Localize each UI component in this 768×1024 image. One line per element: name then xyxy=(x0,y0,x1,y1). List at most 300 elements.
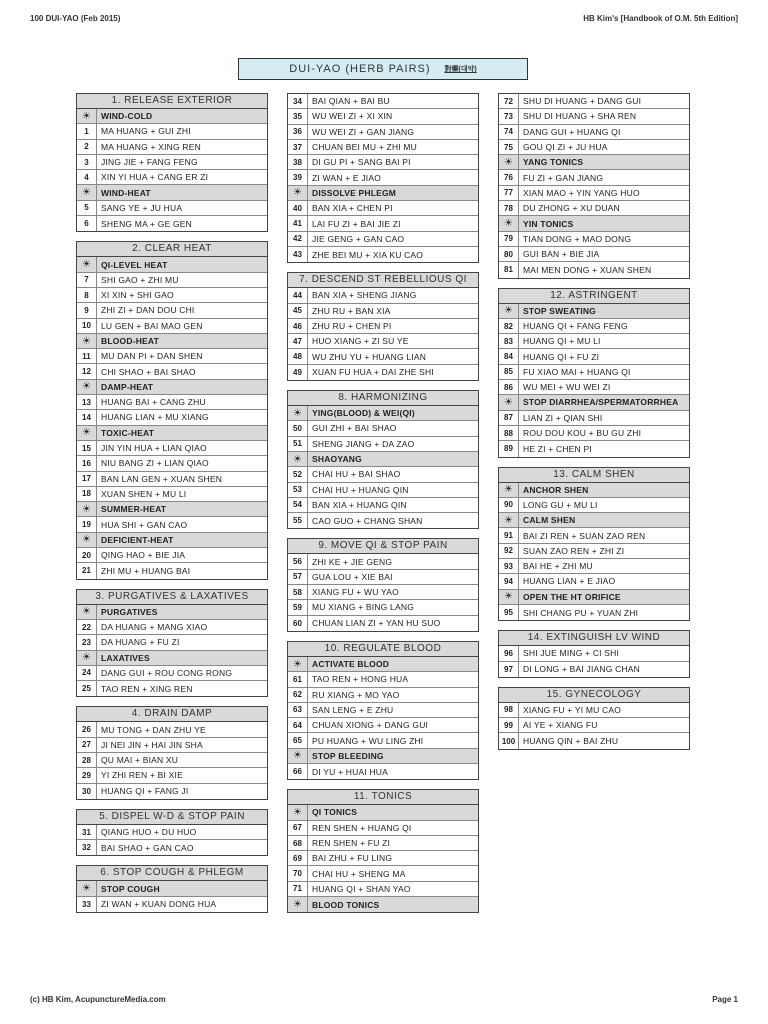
herb-pair-row xyxy=(77,722,267,737)
herb-pair-text: DU ZHONG + XU DUAN xyxy=(523,203,620,214)
herb-pair-text: HUANG QI + FU ZI xyxy=(523,351,600,362)
section-title: 4. DRAIN DAMP xyxy=(77,707,267,722)
herb-pair-text: HUANG QI + MU LI xyxy=(523,336,601,347)
herb-pair-text: MU DAN PI + DAN SHEN xyxy=(101,351,203,362)
pair-number: 93 xyxy=(499,559,519,573)
sun-icon: ☀ xyxy=(77,502,97,516)
herb-pair-text: CHUAN LIAN ZI + YAN HU SUO xyxy=(312,618,441,629)
pair-number: 87 xyxy=(499,411,519,425)
section xyxy=(76,809,268,857)
herb-pair-text: ZHE BEI MU + XIA KU CAO xyxy=(312,249,424,260)
pair-number: 80 xyxy=(499,247,519,261)
pair-number: 34 xyxy=(288,94,308,108)
herb-pair-row xyxy=(77,201,267,216)
herb-pair-text: DI GU PI + SANG BAI PI xyxy=(312,157,411,168)
herb-pair-text: ROU DOU KOU + BU GU ZHI xyxy=(523,428,642,439)
herb-pair-text: TIAN DONG + MAO DONG xyxy=(523,233,632,244)
herb-pair-text: CHI SHAO + BAI SHAO xyxy=(101,366,196,377)
herb-pair-row xyxy=(499,646,689,661)
subcategory-label: DEFICIENT-HEAT xyxy=(101,534,174,545)
section-title: 15. GYNECOLOGY xyxy=(499,688,689,703)
subcategory-label: ANCHOR SHEN xyxy=(523,484,589,495)
sun-icon: ☀ xyxy=(288,657,308,671)
pair-number: 73 xyxy=(499,109,519,123)
section xyxy=(76,241,268,579)
pair-number: 29 xyxy=(77,768,97,782)
sun-icon: ☀ xyxy=(288,452,308,466)
sun-icon: ☀ xyxy=(499,155,519,169)
herb-pair-row xyxy=(77,410,267,425)
pair-number: 86 xyxy=(499,380,519,394)
pair-number: 20 xyxy=(77,548,97,562)
pair-number: 39 xyxy=(288,170,308,184)
herb-pair-text: HUANG LIAN + MU XIANG xyxy=(101,412,209,423)
herb-pair-text: SHENG MA + GE GEN xyxy=(101,218,193,229)
herb-pair-row xyxy=(77,216,267,231)
pair-number: 64 xyxy=(288,718,308,732)
pair-number: 19 xyxy=(77,517,97,531)
herb-pair-row xyxy=(499,201,689,216)
herb-pair-row xyxy=(499,247,689,262)
herb-pair-row xyxy=(77,784,267,799)
subcategory-label: QI TONICS xyxy=(312,807,358,818)
subcategory-label: DAMP-HEAT xyxy=(101,381,154,392)
pair-number: 58 xyxy=(288,585,308,599)
subcategory-row xyxy=(77,334,267,349)
herb-pair-text: HUANG QIN + BAI ZHU xyxy=(523,736,619,747)
pair-number: 96 xyxy=(499,646,519,660)
herb-pair-row xyxy=(288,882,478,897)
herb-pair-row xyxy=(499,349,689,364)
herb-pair-row xyxy=(288,365,478,380)
herb-pair-text: HUA SHI + GAN CAO xyxy=(101,519,188,530)
herb-pair-text: JIN YIN HUA + LIAN QIAO xyxy=(101,443,207,454)
pair-number: 82 xyxy=(499,319,519,333)
herb-pair-text: XIN YI HUA + CANG ER ZI xyxy=(101,172,209,183)
pair-number: 48 xyxy=(288,349,308,363)
pair-number: 8 xyxy=(77,288,97,302)
herb-pair-text: HUO XIANG + ZI SU YE xyxy=(312,336,409,347)
pair-number: 13 xyxy=(77,395,97,409)
herb-pair-row xyxy=(499,605,689,620)
herb-pair-text: QING HAO + BIE JIA xyxy=(101,550,186,561)
herb-pair-text: HUANG LIAN + E JIAO xyxy=(523,576,616,587)
herb-pair-text: TAO REN + XING REN xyxy=(101,683,193,694)
pair-number: 84 xyxy=(499,349,519,363)
herb-pair-text: WU WEI ZI + XI XIN xyxy=(312,111,393,122)
herb-pair-row xyxy=(288,764,478,779)
herb-pair-text: CHUAN BEI MU + ZHI MU xyxy=(312,142,418,153)
pair-number: 25 xyxy=(77,681,97,696)
herb-pair-row xyxy=(77,563,267,578)
herb-pair-row xyxy=(499,319,689,334)
pair-number: 51 xyxy=(288,437,308,451)
herb-pair-row xyxy=(77,753,267,768)
subcategory-label: OPEN THE HT ORIFICE xyxy=(523,591,621,602)
herb-pair-row xyxy=(288,718,478,733)
pair-number: 36 xyxy=(288,125,308,139)
pair-number: 16 xyxy=(77,456,97,470)
subcategory-label: LAXATIVES xyxy=(101,652,150,663)
pair-number: 44 xyxy=(288,288,308,302)
subcategory-row xyxy=(288,897,478,912)
pair-number: 70 xyxy=(288,866,308,880)
section-continued xyxy=(287,93,479,263)
pair-number: 90 xyxy=(499,498,519,512)
herb-pair-text: CHAI HU + HUANG QIN xyxy=(312,484,409,495)
pair-number: 59 xyxy=(288,600,308,614)
herb-pair-text: HUANG QI + FANG JI xyxy=(101,786,189,797)
pair-number: 3 xyxy=(77,155,97,169)
pair-number: 95 xyxy=(499,605,519,620)
subcategory-row xyxy=(499,513,689,528)
subcategory-row xyxy=(77,605,267,620)
herb-pair-text: XIAN MAO + YIN YANG HUO xyxy=(523,187,640,198)
herb-pair-row xyxy=(288,513,478,528)
herb-pair-row xyxy=(499,411,689,426)
herb-pair-row xyxy=(77,548,267,563)
subcategory-row xyxy=(288,805,478,820)
herb-pair-row xyxy=(77,825,267,840)
pair-number: 69 xyxy=(288,851,308,865)
herb-pair-row xyxy=(288,467,478,482)
herb-pair-text: FU XIAO MAI + HUANG QI xyxy=(523,366,631,377)
herb-pair-row xyxy=(499,718,689,733)
pair-number: 71 xyxy=(288,882,308,896)
herb-pair-text: MU XIANG + BING LANG xyxy=(312,602,415,613)
herb-pair-text: GOU QI ZI + JU HUA xyxy=(523,142,608,153)
herb-pair-row xyxy=(77,170,267,185)
herb-pair-text: SANG YE + JU HUA xyxy=(101,202,183,213)
pair-number: 89 xyxy=(499,441,519,456)
pair-number: 26 xyxy=(77,722,97,736)
subcategory-row xyxy=(288,657,478,672)
herb-pair-text: ZHU RU + BAN XIA xyxy=(312,305,391,316)
sun-icon: ☀ xyxy=(77,881,97,895)
subcategory-label: SHAOYANG xyxy=(312,454,362,465)
sun-icon: ☀ xyxy=(77,426,97,440)
herb-pair-text: SHI JUE MING + CI SHI xyxy=(523,648,620,659)
herb-pair-row xyxy=(288,349,478,364)
herb-pair-text: BAN XIA + CHEN PI xyxy=(312,203,393,214)
herb-pair-row xyxy=(288,688,478,703)
pair-number: 85 xyxy=(499,365,519,379)
pair-number: 46 xyxy=(288,319,308,333)
section xyxy=(498,288,690,458)
pair-number: 27 xyxy=(77,738,97,752)
subcategory-label: STOP COUGH xyxy=(101,883,160,894)
herb-pair-text: ZHI ZI + DAN DOU CHI xyxy=(101,305,195,316)
herb-pair-text: ZI WAN + KUAN DONG HUA xyxy=(101,899,217,910)
herb-pair-row xyxy=(499,662,689,677)
pair-number: 98 xyxy=(499,703,519,717)
herb-pair-text: RU XIANG + MO YAO xyxy=(312,689,400,700)
herb-pair-text: LAI FU ZI + BAI JIE ZI xyxy=(312,218,401,229)
herb-pair-row xyxy=(288,247,478,262)
subcategory-row xyxy=(77,185,267,200)
section-title: 8. HARMONIZING xyxy=(288,391,478,406)
subcategory-row xyxy=(77,257,267,272)
herb-pair-row xyxy=(499,334,689,349)
herb-pair-text: ZHI MU + HUANG BAI xyxy=(101,565,191,576)
pair-number: 21 xyxy=(77,563,97,578)
herb-pair-text: ZHI KE + JIE GENG xyxy=(312,556,393,567)
pair-number: 78 xyxy=(499,201,519,215)
herb-pair-row xyxy=(499,559,689,574)
sun-icon: ☀ xyxy=(77,334,97,348)
pair-number: 100 xyxy=(499,733,519,748)
section-title: 13. CALM SHEN xyxy=(499,468,689,483)
pair-number: 81 xyxy=(499,262,519,277)
herb-pair-text: JI NEI JIN + HAI JIN SHA xyxy=(101,739,203,750)
section xyxy=(287,641,479,780)
herb-pair-row xyxy=(288,304,478,319)
pair-number: 67 xyxy=(288,821,308,835)
herb-pair-row xyxy=(499,544,689,559)
pair-number: 52 xyxy=(288,467,308,481)
pair-number: 47 xyxy=(288,334,308,348)
herb-pair-text: GUI ZHI + BAI SHAO xyxy=(312,423,397,434)
herb-pair-text: TAO REN + HONG HUA xyxy=(312,674,409,685)
herb-pair-row xyxy=(288,733,478,748)
herb-pair-row xyxy=(499,703,689,718)
subcategory-label: CALM SHEN xyxy=(523,515,576,526)
column-1 xyxy=(76,93,268,922)
herb-pair-row xyxy=(288,232,478,247)
footer-page-number: Page 1 xyxy=(712,995,738,1004)
sun-icon: ☀ xyxy=(288,186,308,200)
pair-number: 61 xyxy=(288,672,308,686)
herb-pair-row xyxy=(499,426,689,441)
herb-pair-text: BAN LAN GEN + XUAN SHEN xyxy=(101,473,223,484)
herb-pair-row xyxy=(288,140,478,155)
pair-number: 32 xyxy=(77,840,97,855)
subcategory-label: BLOOD-HEAT xyxy=(101,336,160,346)
herb-pair-text: XUAN FU HUA + DAI ZHE SHI xyxy=(312,367,434,378)
herb-pair-text: WU WEI ZI + GAN JIANG xyxy=(312,126,415,137)
column-3 xyxy=(498,93,690,759)
herb-pair-row xyxy=(77,319,267,334)
pair-number: 7 xyxy=(77,273,97,287)
herb-pair-row xyxy=(288,94,478,109)
section-title: 11. TONICS xyxy=(288,790,478,805)
herb-pair-text: BAI ZI REN + SUAN ZAO REN xyxy=(523,530,646,541)
herb-pair-row xyxy=(77,456,267,471)
herb-pair-row xyxy=(499,380,689,395)
subcategory-row xyxy=(77,380,267,395)
pair-number: 50 xyxy=(288,421,308,435)
herb-pair-row xyxy=(77,395,267,410)
pair-number: 56 xyxy=(288,554,308,568)
subcategory-label: YIN TONICS xyxy=(523,218,574,229)
pair-number: 65 xyxy=(288,733,308,747)
section xyxy=(287,390,479,529)
herb-pair-text: DANG GUI + HUANG QI xyxy=(523,126,621,137)
herb-pair-text: QU MAI + BIAN XU xyxy=(101,755,179,766)
subcategory-label: YING(BLOOD) & WEI(QI) xyxy=(312,408,415,419)
section xyxy=(76,93,268,232)
subcategory-label: SUMMER-HEAT xyxy=(101,504,167,515)
column-2 xyxy=(287,93,479,922)
subcategory-row xyxy=(499,155,689,170)
subcategory-label: STOP SWEATING xyxy=(523,305,596,316)
pair-number: 10 xyxy=(77,319,97,333)
herb-pair-row xyxy=(288,703,478,718)
pair-number: 49 xyxy=(288,365,308,380)
pair-number: 38 xyxy=(288,155,308,169)
section-title: 1. RELEASE EXTERIOR xyxy=(77,94,267,109)
pair-number: 23 xyxy=(77,635,97,649)
pair-number: 42 xyxy=(288,232,308,246)
subcategory-label: QI-LEVEL HEAT xyxy=(101,259,168,270)
sun-icon: ☀ xyxy=(77,533,97,547)
herb-pair-text: GUI BAN + BIE JIA xyxy=(523,249,600,260)
section-title: 14. EXTINGUISH LV WIND xyxy=(499,631,689,646)
section xyxy=(76,589,268,698)
herb-pair-row xyxy=(499,498,689,513)
pair-number: 41 xyxy=(288,216,308,230)
herb-pair-text: MAI MEN DONG + XUAN SHEN xyxy=(523,264,652,275)
herb-pair-row xyxy=(499,109,689,124)
herb-pair-text: QIANG HUO + DU HUO xyxy=(101,827,197,838)
header-doc-title: 100 DUI-YAO (Feb 2015) xyxy=(30,14,121,23)
pair-number: 54 xyxy=(288,498,308,512)
herb-pair-text: DA HUANG + MANG XIAO xyxy=(101,622,208,633)
pair-number: 5 xyxy=(77,201,97,215)
subcategory-row xyxy=(288,749,478,764)
subcategory-row xyxy=(77,426,267,441)
herb-pair-row xyxy=(499,232,689,247)
herb-pair-row xyxy=(288,616,478,631)
herb-pair-row xyxy=(77,303,267,318)
herb-pair-row xyxy=(499,170,689,185)
herb-pair-text: ZHU RU + CHEN PI xyxy=(312,321,392,331)
sun-icon: ☀ xyxy=(288,897,308,912)
pair-number: 74 xyxy=(499,125,519,139)
sun-icon: ☀ xyxy=(499,483,519,497)
herb-pair-text: FU ZI + GAN JIANG xyxy=(523,172,604,183)
herb-pair-text: BAI SHAO + GAN CAO xyxy=(101,842,194,853)
herb-pair-row xyxy=(499,574,689,589)
section-title: 5. DISPEL W-D & STOP PAIN xyxy=(77,810,267,825)
herb-pair-text: DI LONG + BAI JIANG CHAN xyxy=(523,664,640,675)
subcategory-label: DISSOLVE PHLEGM xyxy=(312,187,397,198)
herb-pair-row xyxy=(77,472,267,487)
herb-pair-text: SHENG JIANG + DA ZAO xyxy=(312,438,415,449)
herb-pair-text: SHI CHANG PU + YUAN ZHI xyxy=(523,607,639,618)
herb-pair-text: HUANG QI + FANG FENG xyxy=(523,321,628,331)
herb-pair-row xyxy=(77,517,267,532)
herb-pair-text: NIU BANG ZI + LIAN QIAO xyxy=(101,458,209,469)
section xyxy=(287,272,479,381)
subcategory-label: WIND-COLD xyxy=(101,111,153,122)
herb-pair-row xyxy=(288,201,478,216)
herb-pair-row xyxy=(288,288,478,303)
herb-pair-text: ZI WAN + E JIAO xyxy=(312,172,382,183)
pair-number: 14 xyxy=(77,410,97,424)
sun-icon: ☀ xyxy=(288,749,308,763)
subcategory-row xyxy=(77,881,267,896)
subcategory-row xyxy=(288,452,478,467)
section-title: 12. ASTRINGENT xyxy=(499,289,689,304)
herb-pair-text: DANG GUI + ROU CONG RONG xyxy=(101,667,233,678)
herb-pair-row xyxy=(77,273,267,288)
herb-pair-text: XI XIN + SHI GAO xyxy=(101,290,174,301)
herb-pair-row xyxy=(77,124,267,139)
pair-number: 17 xyxy=(77,472,97,486)
herb-pair-row xyxy=(77,666,267,681)
herb-pair-row xyxy=(288,585,478,600)
subcategory-label: PURGATIVES xyxy=(101,606,158,617)
pair-number: 55 xyxy=(288,513,308,528)
pair-number: 9 xyxy=(77,303,97,317)
section xyxy=(287,538,479,631)
herb-pair-text: SUAN ZAO REN + ZHI ZI xyxy=(523,545,625,556)
herb-pair-row xyxy=(77,840,267,855)
subcategory-row xyxy=(499,483,689,498)
pair-number: 31 xyxy=(77,825,97,839)
sun-icon: ☀ xyxy=(499,590,519,604)
pair-number: 76 xyxy=(499,170,519,184)
section xyxy=(287,789,479,913)
herb-pair-row xyxy=(288,821,478,836)
herb-pair-text: BAI HE + ZHI MU xyxy=(523,561,593,572)
herb-pair-row xyxy=(499,94,689,109)
subcategory-label: BLOOD TONICS xyxy=(312,899,380,910)
herb-pair-row xyxy=(288,483,478,498)
herb-pair-text: REN SHEN + HUANG QI xyxy=(312,822,412,833)
subcategory-row xyxy=(77,502,267,517)
pair-number: 18 xyxy=(77,487,97,501)
pair-number: 15 xyxy=(77,441,97,455)
herb-pair-text: XIANG FU + WU YAO xyxy=(312,587,399,598)
herb-pair-row xyxy=(77,897,267,912)
herb-pair-row xyxy=(77,768,267,783)
pair-number: 43 xyxy=(288,247,308,262)
sun-icon: ☀ xyxy=(77,605,97,619)
sun-icon: ☀ xyxy=(77,185,97,199)
section xyxy=(76,865,268,913)
footer-copyright: (c) HB Kim, AcupunctureMedia.com xyxy=(30,995,166,1004)
herb-pair-text: CHAI HU + SHENG MA xyxy=(312,868,406,879)
herb-pair-row xyxy=(77,738,267,753)
herb-pair-text: MU TONG + DAN ZHU YE xyxy=(101,724,206,735)
herb-pair-row xyxy=(77,349,267,364)
herb-pair-text: WU MEI + WU WEI ZI xyxy=(523,382,611,393)
herb-pair-row xyxy=(77,155,267,170)
herb-pair-text: DI YU + HUAI HUA xyxy=(312,766,389,777)
pair-number: 94 xyxy=(499,574,519,588)
pair-number: 30 xyxy=(77,784,97,799)
herb-pair-text: BAN XIA + HUANG QIN xyxy=(312,499,407,510)
pair-number: 1 xyxy=(77,124,97,138)
herb-pair-text: MA HUANG + XING REN xyxy=(101,141,201,152)
herb-pair-row xyxy=(288,334,478,349)
pair-number: 57 xyxy=(288,570,308,584)
herb-pair-text: AI YE + XIANG FU xyxy=(523,720,598,731)
pair-number: 88 xyxy=(499,426,519,440)
pair-number: 11 xyxy=(77,349,97,363)
section xyxy=(498,687,690,750)
herb-pair-text: SHU DI HUANG + DANG GUI xyxy=(523,96,642,107)
section xyxy=(498,467,690,622)
pair-number: 4 xyxy=(77,170,97,184)
pair-number: 63 xyxy=(288,703,308,717)
page-subtitle-hanja: 對藥(대약) xyxy=(444,66,477,73)
section-title: 2. CLEAR HEAT xyxy=(77,242,267,257)
herb-pair-row xyxy=(499,262,689,277)
section xyxy=(498,630,690,678)
